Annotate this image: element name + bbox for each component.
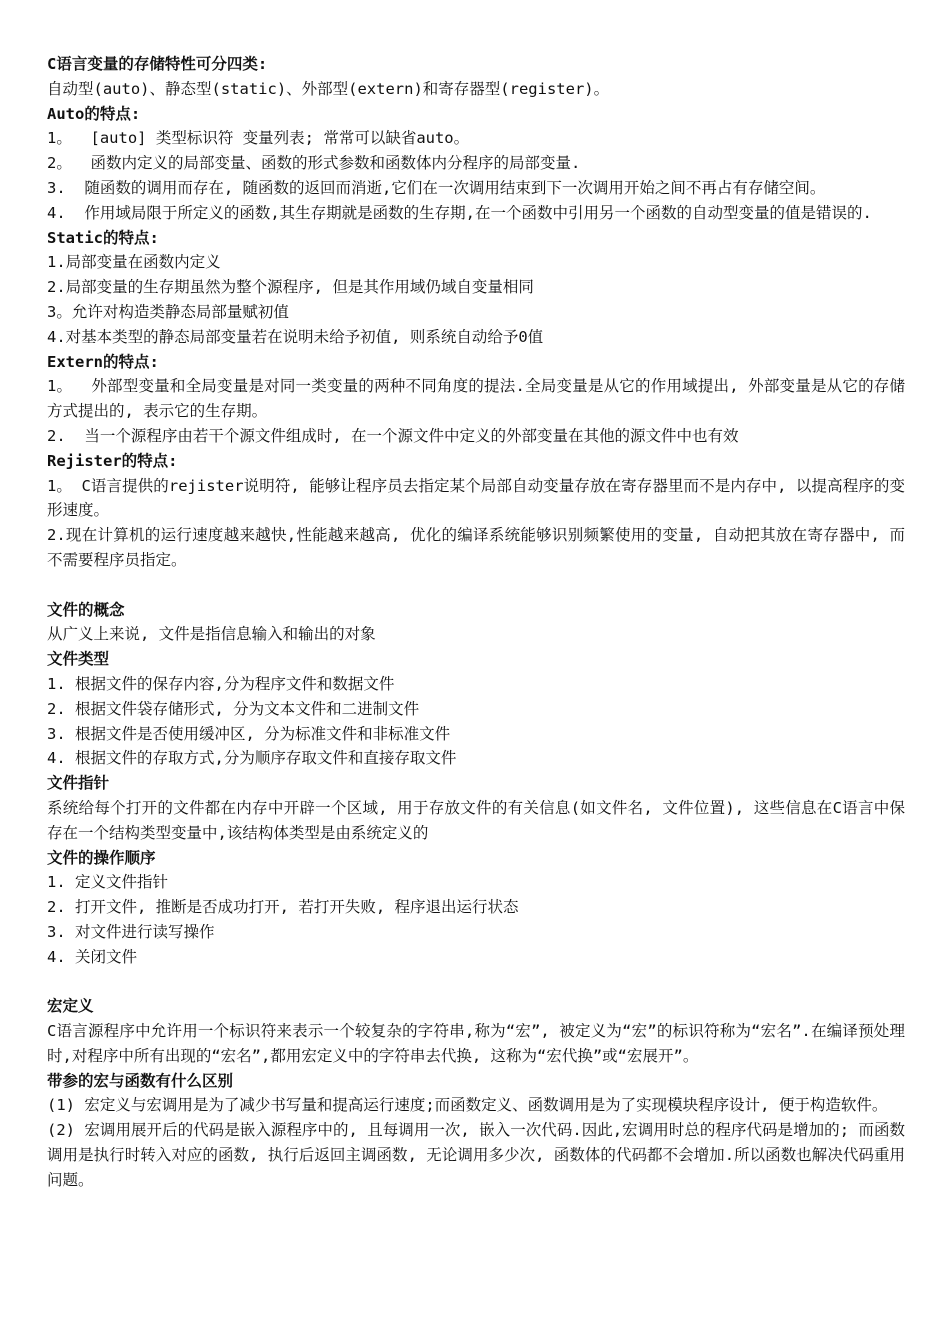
document-section [47,598,905,970]
section-heading: 文件指针 [47,774,110,793]
section-heading: 文件类型 [47,650,110,669]
paragraph-line: 2.局部变量的生存期虽然为整个源程序, 但是其作用域仍域自变量相同 [47,278,534,297]
document-page [47,52,905,1193]
paragraph-line: 3. 随函数的调用而存在, 随函数的返回而消逝,它们在一次调用结束到下一次调用开始之间不再占有存储空间。 [47,178,826,197]
paragraph-line: 1。 外部型变量和全局变量是对同一类变量的两种不同角度的提法.全局变量是从它的作用域提出, 外部变量是从它的存储方式提出的, 表示它的生存期。 [47,377,905,421]
section-heading: Rejister的特点: [47,451,178,470]
paragraph-line: 4.对基本类型的静态局部变量若在说明未给予初值, 则系统自动给予0值 [47,327,544,346]
paragraph-line: 3. 根据文件是否使用缓冲区, 分为标准文件和非标准文件 [47,724,451,743]
paragraph-line: 1. 定义文件指针 [47,873,168,892]
paragraph-line: 从广义上来说, 文件是指信息输入和输出的对象 [47,625,376,644]
section-heading: 带参的宏与函数有什么区别 [47,1071,234,1090]
paragraph-line: 3。允许对构造类静态局部量赋初值 [47,302,289,321]
paragraph-line: (2) 宏调用展开后的代码是嵌入源程序中的, 且每调用一次, 嵌入一次代码.因此,宏调用时总的程序代码是增加的; 而函数调用是执行时转入对应的函数, 执行后返回主调函数, 无论调用多少次, 函数体的代码都不会增加.所以函数也解决代码重用问题。 [47,1121,905,1189]
paragraph-line: 1.局部变量在函数内定义 [47,253,221,272]
document-section [47,52,905,573]
paragraph-line: 系统给每个打开的文件都在内存中开辟一个区域, 用于存放文件的有关信息(如文件名, 文件位置), 这些信息在C语言中保存在一个结构类型变量中,该结构体类型是由系统定义的 [47,798,905,842]
paragraph-line: 4. 关闭文件 [47,947,137,966]
paragraph-line: C语言源程序中允许用一个标识符来表示一个较复杂的字符串,称为“宏”, 被定义为“宏”的标识符称为“宏名”.在编译预处理时,对程序中所有出现的“宏名”,都用宏定义中的字符串去代换, 这称为“宏代换”或“宏展开”。 [47,1022,905,1065]
paragraph-line: (1) 宏定义与宏调用是为了减少书写量和提高运行速度;而函数定义、函数调用是为了实现模块程序设计, 便于构造软件。 [47,1096,888,1115]
paragraph-line: 1。 [auto] 类型标识符 变量列表; 常常可以缺省auto。 [47,129,470,148]
section-spacer [47,969,905,994]
paragraph-line: 1. 根据文件的保存内容,分为程序文件和数据文件 [47,674,395,693]
paragraph-line: 4. 作用域局限于所定义的函数,其生存期就是函数的生存期,在一个函数中引用另一个函数的自动型变量的值是错误的. [47,203,872,222]
paragraph-line: 2. 当一个源程序由若干个源文件组成时, 在一个源文件中定义的外部变量在其他的源文件中也有效 [47,426,739,445]
document-section [47,994,905,1192]
paragraph-line: 4. 根据文件的存取方式,分为顺序存取文件和直接存取文件 [47,749,457,768]
section-heading: C语言变量的存储特性可分四类: [47,55,268,73]
section-heading: 文件的概念 [47,600,125,619]
section-heading: Static的特点: [47,228,159,247]
paragraph-line: 1。 C语言提供的rejister说明符, 能够让程序员去指定某个局部自动变量存放在寄存器里而不是内存中, 以提高程序的变形速度。 [47,476,905,520]
section-heading: Extern的特点: [47,352,159,371]
paragraph-line: 2. 打开文件, 推断是否成功打开, 若打开失败, 程序退出运行状态 [47,898,519,917]
paragraph-line: 2.现在计算机的运行速度越来越快,性能越来越高, 优化的编译系统能够识别频繁使用的变量, 自动把其放在寄存器中, 而不需要程序员指定。 [47,526,905,569]
section-spacer [47,573,905,598]
section-heading: Auto的特点: [47,104,141,123]
section-heading: 宏定义 [47,997,94,1016]
paragraph-line: 自动型(auto)、静态型(static)、外部型(extern)和寄存器型(register)。 [47,79,610,98]
paragraph-line: 2. 根据文件袋存储形式, 分为文本文件和二进制文件 [47,699,420,718]
paragraph-line: 3. 对文件进行读写操作 [47,922,215,941]
paragraph-line: 2。 函数内定义的局部变量、函数的形式参数和函数体内分程序的局部变量. [47,154,581,173]
section-heading: 文件的操作顺序 [47,848,156,867]
